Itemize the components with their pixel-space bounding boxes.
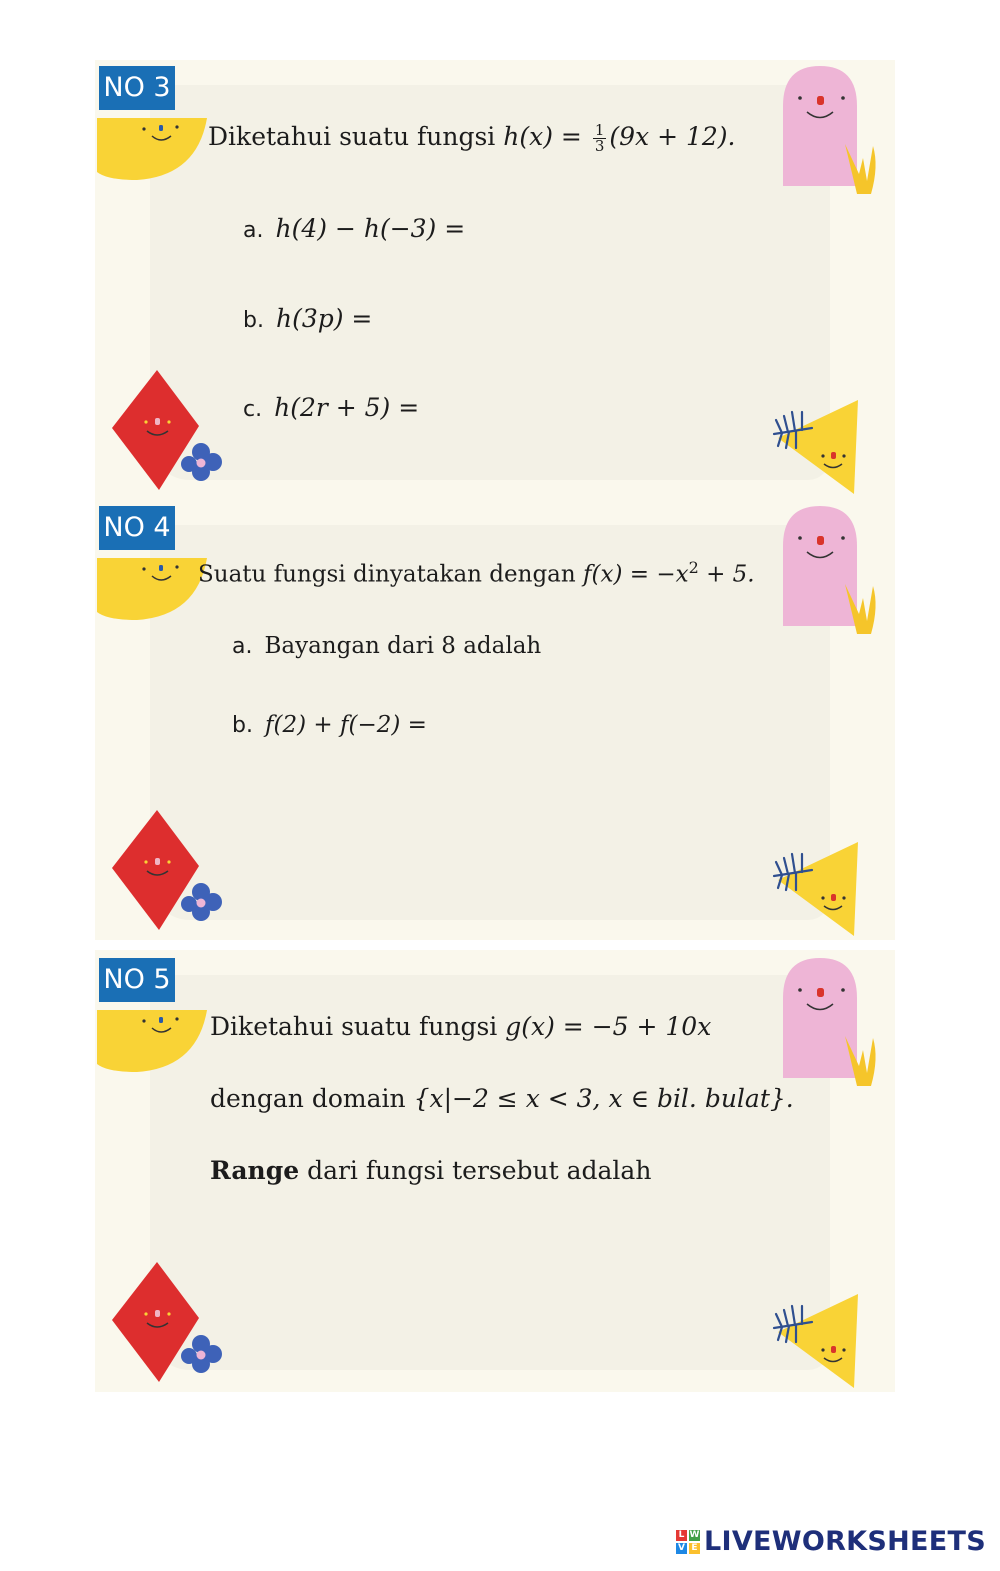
- red-diamond-face-icon: [107, 808, 227, 938]
- pink-ghost-icon: [775, 506, 885, 646]
- brand-name: LIVEWORKSHEETS: [703, 1526, 986, 1557]
- question-3-item-b: b. h(3p) =: [243, 304, 373, 333]
- question-3-stem: Diketahui suatu fungsi h(x) = $\frac{1}{3}$ (9x + 12).: [208, 121, 736, 155]
- question-5-domain: dengan domain {x|−2 ≤ x < 3, x ∈ bil. bulat}.: [210, 1084, 794, 1113]
- question-5-badge: NO 5: [99, 958, 175, 1002]
- sun-face-icon: [97, 554, 207, 624]
- pink-ghost-icon: [775, 958, 885, 1098]
- question-4-item-b: b. f(2) + f(−2) =: [232, 712, 427, 738]
- pink-ghost-icon: [775, 66, 885, 206]
- question-4-badge: NO 4: [99, 506, 175, 550]
- yellow-triangle-face-icon: [768, 1292, 868, 1392]
- yellow-triangle-face-icon: [768, 840, 868, 940]
- question-4-stem: Suatu fungsi dinyatakan dengan $f(x) = -x^2 + 5$.: [198, 558, 755, 588]
- question-3-item-a: a. h(4) − h(−3) =: [243, 214, 466, 243]
- question-5-range-prompt: Range dari fungsi tersebut adalah: [210, 1156, 652, 1185]
- question-3-badge: NO 3: [99, 66, 175, 110]
- fraction-one-third: $\frac{1}{3}$: [594, 121, 605, 155]
- red-diamond-face-icon: [107, 368, 227, 498]
- sun-face-icon: [97, 114, 207, 184]
- question-5-stem: Diketahui suatu fungsi g(x) = −5 + 10x: [210, 1012, 712, 1041]
- liveworksheets-brand: [676, 1526, 986, 1557]
- question-4-item-a: a. Bayangan dari 8 adalah: [232, 633, 542, 659]
- sun-face-icon: [97, 1006, 207, 1076]
- red-diamond-face-icon: [107, 1260, 227, 1390]
- liveworksheets-logo-icon: L W V E: [676, 1530, 700, 1554]
- yellow-triangle-face-icon: [768, 398, 868, 498]
- question-3-item-c: c. h(2r + 5) =: [243, 393, 420, 422]
